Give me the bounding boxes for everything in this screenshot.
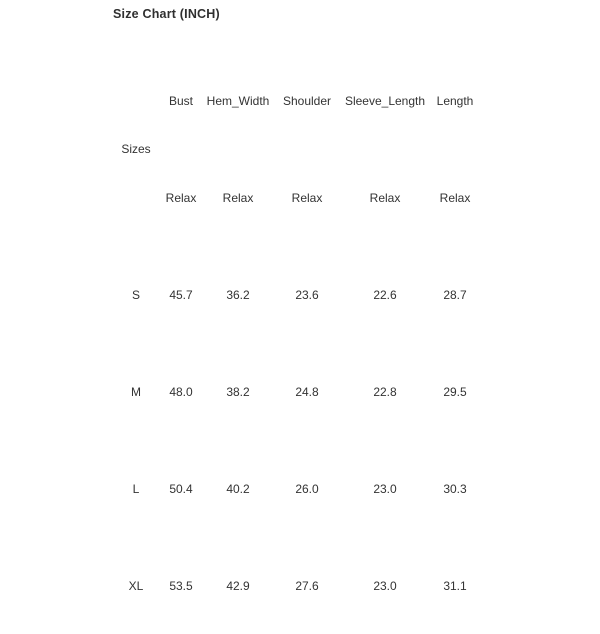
fit-label-sleeve-length: Relax — [369, 190, 401, 205]
size-row-s — [113, 246, 481, 343]
measurement-value-cell: 45.7 — [169, 287, 193, 302]
measurement-value-cell: 31.1 — [443, 578, 467, 593]
measurement-value-cell: 40.2 — [226, 481, 250, 496]
column-header-length: Length — [436, 93, 474, 108]
size-row-l — [113, 440, 481, 537]
measurement-value-cell: 48.0 — [169, 384, 193, 399]
size-chart-panel — [113, 8, 481, 634]
measurement-header-row — [113, 52, 481, 149]
fit-label-bust: Relax — [165, 190, 197, 205]
size-row-xl — [113, 537, 481, 634]
size-chart-title: Size Chart (INCH) — [113, 7, 220, 21]
fit-label-row — [113, 149, 481, 246]
measurement-value-cell: 26.0 — [295, 481, 319, 496]
measurement-value-cell: 30.3 — [443, 481, 467, 496]
measurement-value-cell: 53.5 — [169, 578, 193, 593]
measurement-value-cell: 22.6 — [373, 287, 397, 302]
fit-label-shoulder: Relax — [291, 190, 323, 205]
measurement-value-cell: 22.8 — [373, 384, 397, 399]
fit-label-hem-width: Relax — [222, 190, 254, 205]
column-header-shoulder: Shoulder — [282, 93, 332, 108]
size-label-cell: XL — [128, 578, 144, 593]
size-label-cell: S — [131, 287, 140, 302]
column-header-bust: Bust — [168, 93, 193, 108]
size-row-m — [113, 343, 481, 440]
measurement-value-cell: 27.6 — [295, 578, 319, 593]
measurement-value-cell: 38.2 — [226, 384, 250, 399]
measurement-value-cell: 24.8 — [295, 384, 319, 399]
measurement-value-cell: 28.7 — [443, 287, 467, 302]
measurement-value-cell: 29.5 — [443, 384, 467, 399]
measurement-value-cell: 23.0 — [373, 578, 397, 593]
sizes-corner-header: Sizes — [121, 142, 151, 156]
measurement-value-cell: 50.4 — [169, 481, 193, 496]
measurement-value-cell: 36.2 — [226, 287, 250, 302]
column-header-sleeve-length: Sleeve_Length — [344, 93, 426, 108]
measurement-value-cell: 23.0 — [373, 481, 397, 496]
size-label-cell: M — [131, 384, 141, 399]
fit-label-length: Relax — [439, 190, 471, 205]
size-label-cell: L — [132, 481, 140, 496]
measurement-value-cell: 23.6 — [295, 287, 319, 302]
measurement-value-cell: 42.9 — [226, 578, 250, 593]
column-header-hem-width: Hem_Width — [206, 93, 270, 108]
size-chart-table — [113, 52, 481, 634]
